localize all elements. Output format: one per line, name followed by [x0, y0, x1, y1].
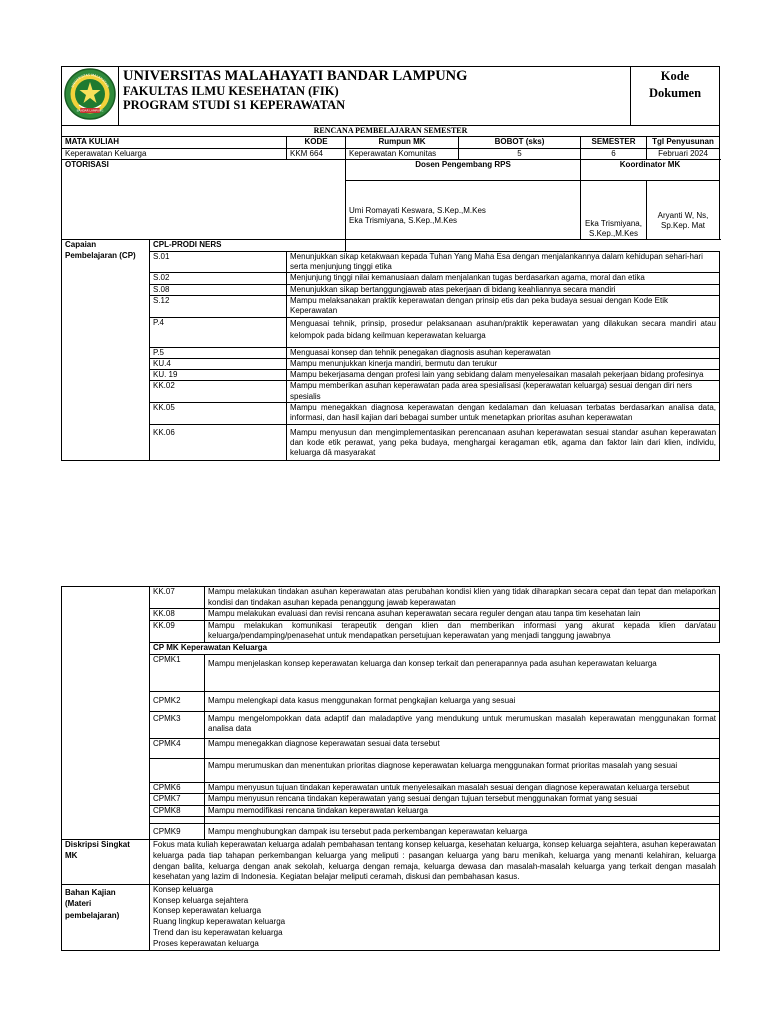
document-header	[61, 66, 720, 126]
svg-text:BANDAR LAMPUNG: BANDAR LAMPUNG	[76, 108, 104, 113]
cpl-text: Mampu melaksanakan praktik keperawatan dengan prinsip etis dan peka budaya sesuai dengan Kode Etik Keperawatan	[287, 295, 720, 317]
cpmk-code: CPMK1	[150, 654, 205, 691]
cpmk-blank-code	[150, 817, 205, 824]
cpmk-code: CPMK8	[150, 805, 205, 817]
cpl-row	[62, 284, 720, 295]
cpl-text: Mampu melakukan tindakan asuhan keperawatan atas perubahan kondisi klien yang tidak diharapkan secara cepat dan tepat dan melaporkan kondisi dan tindakan asuhan kepada penanggung jawab keperawatan	[205, 587, 720, 609]
cpl-code: KK.08	[150, 609, 205, 621]
cpl-row	[62, 424, 720, 460]
cpmk-text: Mampu merumuskan dan menentukan prioritas diagnose keperawatan keluarga menggunakan format prioritas masalah yang sesuai	[205, 758, 720, 782]
dosen-header: Dosen Pengembang RPS	[346, 159, 581, 181]
course-code: KKM 664	[287, 148, 346, 159]
doc-code-label-2: Dokumen	[648, 86, 702, 100]
cpl-code: KK.02	[150, 381, 287, 403]
deskripsi-label	[62, 840, 150, 884]
cpl-code: S.02	[150, 273, 287, 284]
cpmk-code: CPMK9	[150, 824, 205, 840]
cpl-text: Mampu menegakkan diagnosa keperawatan dengan kedalaman dan keluasan terbatas berdasarkan analisa data, informasi, dan hasil kajian dari bebagai sumber untuk menetapkan prioritas asuhan keperawatan	[287, 403, 720, 425]
cp-label-continued	[62, 587, 150, 840]
col-bobot-header: BOBOT (sks)	[459, 137, 581, 148]
cpl-code: KK.06	[150, 424, 287, 460]
rps-table-continued	[61, 586, 720, 951]
university-logo	[63, 67, 117, 121]
cpl-text: Menjunjung tinggi nilai kemanusiaan dalam menjalankan tugas berdasarkan agama, moral dan etika	[287, 273, 720, 284]
koordinator-name-2: S.Kep.,M.Kes	[589, 229, 638, 239]
university-logo-cell	[62, 67, 119, 126]
list-item: Proses keperawatan keluarga	[153, 938, 259, 948]
col-rumpun-header: Rumpun MK	[346, 137, 459, 148]
bahan-label-3: pembelajaran)	[65, 910, 120, 920]
document-page-1	[61, 66, 719, 461]
cpl-code: KK.05	[150, 403, 287, 425]
cpl-text: Menunjukkan sikap ketakwaan kepada Tuhan Yang Maha Esa dengan menjalankannya dalam kehidupan sehari-hari serta menjunjung tinggi etika	[287, 251, 720, 273]
cpl-code: P.5	[150, 347, 287, 358]
cpmk-code: CPMK3	[150, 711, 205, 738]
cpl-text: Mampu bekerjasama dengan profesi lain yang sebidang dalam menyelesaikan masalah pekerjaan bidang profesinya	[287, 370, 720, 381]
dosen-name-1: Umi Romayati Keswara, S.Kep.,M.Kes	[349, 206, 486, 216]
program-name: PROGRAM STUDI S1 KEPERAWATAN	[123, 98, 346, 112]
deskripsi-text: Fokus mata kuliah keperawatan keluarga adalah pembahasan tentang konsep keluarga, kesehatan keluarga, konsep keluarga sejahtera, asuhan keperawatan keluarga pada tiap tahapan perkembangan keluarga yang meliputi : pasangan keluarga yang baru menikah, keluarga yang menanti kelahiran, keluarga dengan balita, keluarga dengan anak sekolah, keluarga dengan remaja, keluarga dewasa dan masalah-masalah keluarga yang terkait dengan masalah kesehatan yang lazim di Indonesia. Kegiatan belajar meliputi ceramah, diskusi dan pembahasan kasus.	[150, 840, 720, 884]
koordinator-header: Koordinator MK	[581, 159, 720, 181]
cpl-row	[62, 347, 720, 358]
cpl-code: S.08	[150, 284, 287, 295]
cpl-code: KK.09	[150, 620, 205, 642]
deskripsi-label-1: Diskripsi Singkat	[65, 840, 130, 850]
cp-label-1: Capaian	[65, 240, 97, 250]
document-title: RENCANA PEMBELAJARAN SEMESTER	[62, 126, 720, 137]
cpl-text: Mampu melakukan evaluasi dan revisi rencana asuhan keperawatan secara reguler dengan atau tanpa tim kesehatan lain	[205, 609, 720, 621]
list-item: Konsep keperawatan keluarga	[153, 906, 262, 916]
course-bobot: 5	[459, 148, 581, 159]
cpl-code: S.01	[150, 251, 287, 273]
institution-block	[119, 67, 631, 126]
bahan-label-1: Bahan Kajian	[65, 887, 116, 897]
cpl-text: Mampu melakukan komunikasi terapeutik dengan klien dan memberikan informasi yang akurat kepada klien dan/atau keluarga/pendamping/penasehat untuk mendapatkan persetujuan keperawatan yang menjadi tanggung jawabnya	[205, 620, 720, 642]
cpmk-text: Mampu menegakkan diagnose keperawatan sesuai data tersebut	[205, 738, 720, 758]
cpmk-text: Mampu menyusun rencana tindakan keperawatan yang sesuai dengan tujuan tersebut menggunakan format yang sesuai	[205, 794, 720, 806]
cpl-row	[62, 358, 720, 369]
cpl-row	[62, 370, 720, 381]
cpl-text: Mampu menunjukkan kinerja mandiri, bermutu dan terukur	[287, 358, 720, 369]
cpmk-text: Mampu menjelaskan konsep keperawatan keluarga dan konsep terkait dan penerapannya pada asuhan keperawatan keluarga	[205, 654, 720, 691]
cpl-code: S.12	[150, 295, 287, 317]
document-page-2	[61, 586, 719, 951]
deskripsi-label-2: MK	[65, 850, 78, 860]
cpmk-code	[150, 758, 205, 782]
cp-label	[62, 240, 150, 460]
cpl-text: Mampu menyusun dan mengimplementasikan perencanaan asuhan keperawatan sesuai standar asuhan keperawatan dan kode etik perawat, yang peka budaya, menghargai keragaman etik, agama dan faktor lain dari klien, individu, keluarga dā masyarakat	[287, 424, 720, 460]
list-item: Trend dan isu keperawatan keluarga	[153, 927, 283, 937]
course-date: Februari 2024	[647, 148, 720, 159]
cpl-row	[62, 273, 720, 284]
course-rumpun: Keperawatan Komunitas	[346, 148, 459, 159]
cpl-code: KK.07	[150, 587, 205, 609]
cpl-header-spacer	[346, 240, 720, 251]
bahan-label	[62, 884, 150, 950]
cpl-text: Menunjukkan sikap bertanggungjawab atas pekerjaan di bidang keahliannya secara mandiri	[287, 284, 720, 295]
dosen-name-2: Eka Trismiyana, S.Kep.,M.Kes	[349, 216, 458, 226]
course-semester: 6	[581, 148, 647, 159]
cpl-row	[62, 381, 720, 403]
course-name: Keperawatan Keluarga	[62, 148, 287, 159]
faculty-name: FAKULTAS ILMU KESEHATAN (FIK)	[123, 84, 339, 98]
cpl-text: Menguasai konsep dan tehnik penegakan diagnosis asuhan keperawatan	[287, 347, 720, 358]
doc-code-label-1: Kode	[660, 69, 690, 83]
bahan-list	[150, 884, 720, 950]
university-name: UNIVERSITAS MALAHAYATI BANDAR LAMPUNG	[123, 68, 468, 84]
rps-table	[61, 126, 720, 461]
cpl-text: Mampu memberikan asuhan keperawatan pada area spesialisasi (keperawatan keluarga) sesuai dengan diri ners spesialis	[287, 381, 720, 403]
list-item: Konsep keluarga sejahtera	[153, 895, 249, 905]
kaprodi-name: Aryanti W, Ns, Sp.Kep. Mat	[647, 181, 720, 240]
cpmk-text: Mampu memodifikasi rencana tindakan keperawatan keluarga	[205, 805, 720, 817]
dosen-names	[346, 181, 581, 240]
cpl-header: CPL-PRODI NERS	[150, 240, 346, 251]
cpl-row	[62, 251, 720, 273]
cpmk-code: CPMK4	[150, 738, 205, 758]
koordinator-name-1: Eka Trismiyana,	[585, 218, 642, 228]
cpl-row	[62, 317, 720, 347]
cpmk-code: CPMK6	[150, 782, 205, 794]
cpmk-text: Mampu menghubungkan dampak isu tersebut pada perkembangan keperawatan keluarga	[205, 824, 720, 840]
cpmk-text: Mampu menyusun tujuan tindakan keperawatan untuk menyelesaikan masalah sesuai dengan diagnose keperawatan keluarga tersebut	[205, 782, 720, 794]
cpl-code: P.4	[150, 317, 287, 347]
bahan-label-2: (Materi	[65, 899, 92, 909]
cpmk-header: CP MK Keperawatan Keluarga	[153, 642, 268, 652]
col-tgl-header: Tgl Penyusunan	[647, 137, 720, 148]
cpl-row	[62, 295, 720, 317]
cpmk-text: Mampu melengkapi data kasus menggunakan format pengkajian keluarga yang sesuai	[205, 691, 720, 711]
col-semester-header: SEMESTER	[581, 137, 647, 148]
cpl-row	[62, 403, 720, 425]
svg-text:UNIVERSITAS MALAHAYATI: UNIVERSITAS MALAHAYATI	[70, 73, 110, 89]
cpmk-text: Mampu mengelompokkan data adaptif dan maladaptive yang mendukung untuk merumuskan masalah keperawatan menggunakan format analisa data	[205, 711, 720, 738]
cpmk-header-cell	[150, 642, 268, 654]
cpmk-header-spacer	[205, 642, 720, 654]
col-kode-header: KODE	[287, 137, 346, 148]
cpl-text: Menguasai tehnik, prinsip, prosedur pelaksanaan asuhan/praktik keperawatan yang dilakukan secara mandiri atau kelompok pada bidang keilmuan keperawatan keluarga	[287, 317, 720, 347]
cp-label-2: Pembelajaran (CP)	[65, 250, 136, 260]
list-item: Ruang lingkup keperawatan keluarga	[153, 917, 286, 927]
otorisasi-label: OTORISASI	[62, 159, 346, 240]
cpl-code: KU. 19	[150, 370, 287, 381]
doc-code-cell	[631, 67, 720, 126]
koordinator-name	[581, 181, 647, 240]
cpmk-code: CPMK7	[150, 794, 205, 806]
cpmk-code: CPMK2	[150, 691, 205, 711]
cpl-code: KU.4	[150, 358, 287, 369]
col-mata-kuliah-header: MATA KULIAH	[62, 137, 287, 148]
list-item: Konsep keluarga	[153, 884, 214, 894]
cpmk-blank-text	[205, 817, 720, 824]
